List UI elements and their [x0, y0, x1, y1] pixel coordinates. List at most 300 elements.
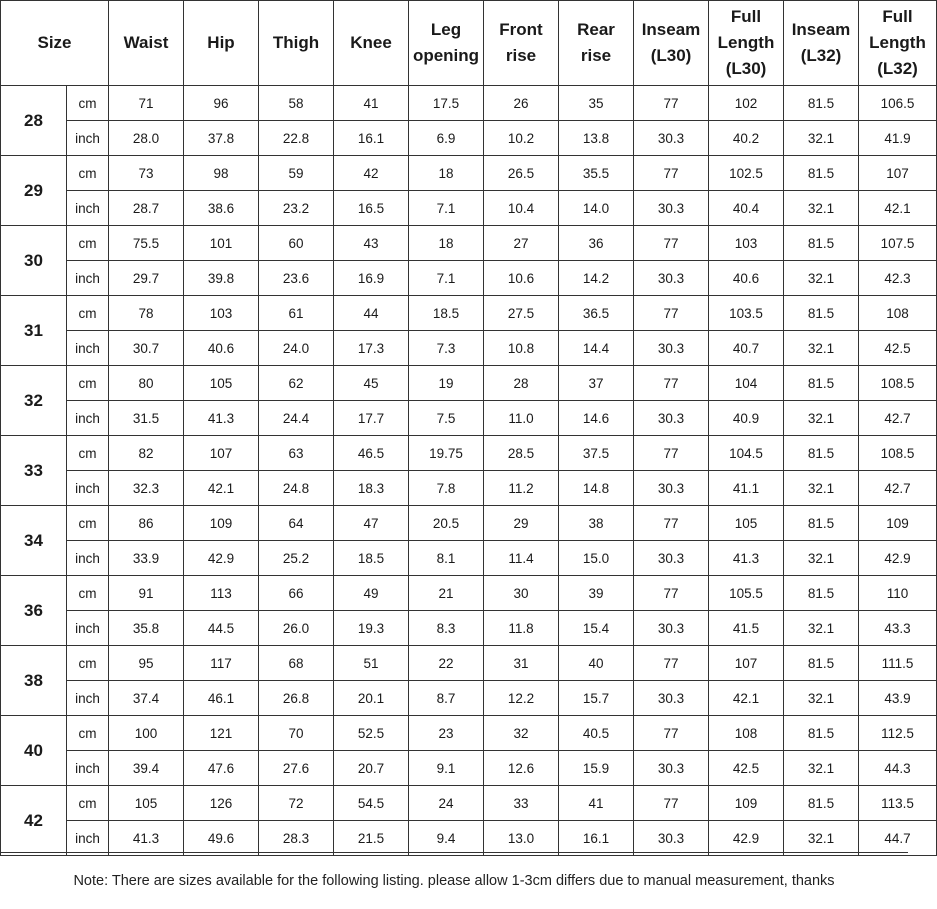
- column-header: [184, 1, 259, 86]
- measurement-cell: 95: [109, 646, 184, 681]
- measurement-cell: 30.3: [634, 121, 709, 156]
- measurement-cell: 62: [259, 366, 334, 401]
- measurement-cell: 77: [634, 226, 709, 261]
- measurement-cell: 29.7: [109, 261, 184, 296]
- measurement-cell: 77: [634, 506, 709, 541]
- measurement-cell: 59: [259, 156, 334, 191]
- table-row: [1, 191, 937, 226]
- unit-cell: inch: [67, 331, 109, 366]
- size-cell: 40: [1, 716, 67, 786]
- measurement-cell: 81.5: [784, 86, 859, 121]
- measurement-cell: 42.7: [859, 471, 937, 506]
- table-row: [1, 646, 937, 681]
- measurement-cell: 32.1: [784, 681, 859, 716]
- column-header: [409, 1, 484, 86]
- table-row: [1, 401, 937, 436]
- measurement-cell: 104.5: [709, 436, 784, 471]
- measurement-cell: 9.1: [409, 751, 484, 786]
- measurement-cell: 37.5: [559, 436, 634, 471]
- measurement-cell: 126: [184, 786, 259, 821]
- measurement-cell: 109: [184, 506, 259, 541]
- unit-cell: cm: [67, 506, 109, 541]
- measurement-cell: 32.1: [784, 191, 859, 226]
- measurement-cell: 81.5: [784, 156, 859, 191]
- measurement-cell: 32: [484, 716, 559, 751]
- measurement-cell: 108.5: [859, 366, 937, 401]
- measurement-cell: 45: [334, 366, 409, 401]
- measurement-cell: 33: [484, 786, 559, 821]
- unit-cell: inch: [67, 611, 109, 646]
- measurement-cell: 81.5: [784, 436, 859, 471]
- size-cell: 29: [1, 156, 67, 226]
- measurement-cell: 8.7: [409, 681, 484, 716]
- measurement-cell: 104: [709, 366, 784, 401]
- unit-cell: cm: [67, 296, 109, 331]
- size-cell: 31: [1, 296, 67, 366]
- table-row: [1, 751, 937, 786]
- measurement-cell: 44: [334, 296, 409, 331]
- column-header-line: (L32): [877, 59, 918, 78]
- unit-cell: inch: [67, 821, 109, 856]
- measurement-cell: 20.5: [409, 506, 484, 541]
- measurement-cell: 12.6: [484, 751, 559, 786]
- unit-cell: inch: [67, 751, 109, 786]
- unit-cell: inch: [67, 401, 109, 436]
- unit-cell: cm: [67, 156, 109, 191]
- measurement-cell: 91: [109, 576, 184, 611]
- measurement-cell: 32.1: [784, 821, 859, 856]
- measurement-cell: 16.1: [559, 821, 634, 856]
- measurement-cell: 10.4: [484, 191, 559, 226]
- measurement-cell: 14.6: [559, 401, 634, 436]
- measurement-cell: 47.6: [184, 751, 259, 786]
- measurement-cell: 32.1: [784, 471, 859, 506]
- measurement-cell: 66: [259, 576, 334, 611]
- measurement-cell: 39.8: [184, 261, 259, 296]
- measurement-cell: 9.4: [409, 821, 484, 856]
- measurement-cell: 6.9: [409, 121, 484, 156]
- measurement-cell: 42.9: [859, 541, 937, 576]
- measurement-cell: 19.75: [409, 436, 484, 471]
- measurement-cell: 18.3: [334, 471, 409, 506]
- table-row: [1, 611, 937, 646]
- measurement-cell: 113: [184, 576, 259, 611]
- measurement-cell: 77: [634, 646, 709, 681]
- table-body: [1, 86, 937, 856]
- column-header-line: Rear: [577, 20, 615, 39]
- unit-cell: inch: [67, 541, 109, 576]
- column-header-line: Thigh: [272, 33, 320, 52]
- measurement-cell: 41.1: [709, 471, 784, 506]
- measurement-cell: 40: [559, 646, 634, 681]
- measurement-cell: 82: [109, 436, 184, 471]
- measurement-cell: 28: [484, 366, 559, 401]
- measurement-cell: 44.5: [184, 611, 259, 646]
- measurement-cell: 28.3: [259, 821, 334, 856]
- measurement-cell: 110: [859, 576, 937, 611]
- measurement-cell: 108: [859, 296, 937, 331]
- column-header: [634, 1, 709, 86]
- column-header-line: Inseam: [641, 20, 701, 39]
- table-row: [1, 121, 937, 156]
- column-header-line: Inseam: [791, 20, 851, 39]
- measurement-cell: 109: [709, 786, 784, 821]
- size-cell: 36: [1, 576, 67, 646]
- measurement-cell: 107: [184, 436, 259, 471]
- measurement-cell: 16.1: [334, 121, 409, 156]
- measurement-cell: 42.5: [709, 751, 784, 786]
- column-header-line: Hip: [207, 33, 235, 52]
- measurement-cell: 39: [559, 576, 634, 611]
- measurement-cell: 28.7: [109, 191, 184, 226]
- measurement-cell: 24.8: [259, 471, 334, 506]
- column-header: [784, 1, 859, 86]
- measurement-cell: 43.9: [859, 681, 937, 716]
- measurement-cell: 100: [109, 716, 184, 751]
- measurement-cell: 106.5: [859, 86, 937, 121]
- header-row: [1, 1, 937, 86]
- measurement-cell: 111.5: [859, 646, 937, 681]
- measurement-cell: 22: [409, 646, 484, 681]
- measurement-cell: 46.5: [334, 436, 409, 471]
- measurement-cell: 109: [859, 506, 937, 541]
- size-cell: 32: [1, 366, 67, 436]
- measurement-cell: 42.9: [709, 821, 784, 856]
- measurement-cell: 32.1: [784, 541, 859, 576]
- measurement-cell: 105: [184, 366, 259, 401]
- measurement-cell: 32.1: [784, 751, 859, 786]
- measurement-cell: 19: [409, 366, 484, 401]
- measurement-cell: 86: [109, 506, 184, 541]
- measurement-cell: 25.2: [259, 541, 334, 576]
- measurement-cell: 42.7: [859, 401, 937, 436]
- measurement-cell: 36.5: [559, 296, 634, 331]
- measurement-cell: 72: [259, 786, 334, 821]
- column-header-line: opening: [412, 46, 480, 65]
- measurement-cell: 8.1: [409, 541, 484, 576]
- size-cell: 33: [1, 436, 67, 506]
- measurement-cell: 8.3: [409, 611, 484, 646]
- measurement-cell: 23.6: [259, 261, 334, 296]
- column-header: [1, 1, 109, 86]
- table-row: [1, 471, 937, 506]
- measurement-cell: 7.1: [409, 261, 484, 296]
- measurement-cell: 42.1: [709, 681, 784, 716]
- measurement-cell: 11.8: [484, 611, 559, 646]
- measurement-cell: 98: [184, 156, 259, 191]
- size-cell: 28: [1, 86, 67, 156]
- unit-cell: cm: [67, 716, 109, 751]
- measurement-cell: 51: [334, 646, 409, 681]
- size-cell: 42: [1, 786, 67, 856]
- unit-cell: cm: [67, 576, 109, 611]
- column-header-line: Length: [869, 33, 926, 52]
- measurement-cell: 40.6: [709, 261, 784, 296]
- table-row: [1, 821, 937, 856]
- measurement-cell: 108.5: [859, 436, 937, 471]
- measurement-cell: 44.7: [859, 821, 937, 856]
- measurement-cell: 41.9: [859, 121, 937, 156]
- column-header-line: Full: [730, 7, 762, 26]
- measurement-cell: 20.7: [334, 751, 409, 786]
- column-header: [484, 1, 559, 86]
- measurement-cell: 14.8: [559, 471, 634, 506]
- unit-cell: inch: [67, 191, 109, 226]
- measurement-cell: 81.5: [784, 506, 859, 541]
- measurement-cell: 81.5: [784, 576, 859, 611]
- measurement-cell: 47: [334, 506, 409, 541]
- measurement-cell: 42.3: [859, 261, 937, 296]
- measurement-cell: 49: [334, 576, 409, 611]
- column-header-line: (L30): [725, 59, 767, 78]
- column-header-line: Front: [499, 20, 543, 39]
- table-row: [1, 261, 937, 296]
- measurement-cell: 41.3: [709, 541, 784, 576]
- table-row: [1, 681, 937, 716]
- measurement-cell: 14.4: [559, 331, 634, 366]
- table-row: [1, 436, 937, 471]
- column-header: [859, 1, 937, 86]
- measurement-cell: 70: [259, 716, 334, 751]
- measurement-cell: 78: [109, 296, 184, 331]
- column-header: [334, 1, 409, 86]
- measurement-cell: 32.3: [109, 471, 184, 506]
- measurement-cell: 30.3: [634, 191, 709, 226]
- measurement-note: Note: There are sizes available for the following listing. please allow 1-3cm differs due to manual measurement, thanks: [0, 852, 908, 908]
- measurement-cell: 52.5: [334, 716, 409, 751]
- measurement-cell: 43: [334, 226, 409, 261]
- measurement-cell: 7.1: [409, 191, 484, 226]
- measurement-cell: 20.1: [334, 681, 409, 716]
- measurement-cell: 11.2: [484, 471, 559, 506]
- measurement-cell: 105.5: [709, 576, 784, 611]
- measurement-cell: 42.1: [859, 191, 937, 226]
- measurement-cell: 49.6: [184, 821, 259, 856]
- measurement-cell: 38.6: [184, 191, 259, 226]
- measurement-cell: 77: [634, 86, 709, 121]
- measurement-cell: 77: [634, 786, 709, 821]
- measurement-cell: 77: [634, 576, 709, 611]
- unit-cell: cm: [67, 436, 109, 471]
- unit-cell: inch: [67, 121, 109, 156]
- measurement-cell: 28.5: [484, 436, 559, 471]
- measurement-cell: 81.5: [784, 226, 859, 261]
- measurement-cell: 64: [259, 506, 334, 541]
- measurement-cell: 41.5: [709, 611, 784, 646]
- measurement-cell: 103: [709, 226, 784, 261]
- measurement-cell: 18.5: [334, 541, 409, 576]
- unit-cell: cm: [67, 786, 109, 821]
- measurement-cell: 37: [559, 366, 634, 401]
- measurement-cell: 30.3: [634, 261, 709, 296]
- column-header-line: (L30): [650, 46, 692, 65]
- measurement-cell: 46.1: [184, 681, 259, 716]
- measurement-cell: 77: [634, 296, 709, 331]
- measurement-cell: 15.7: [559, 681, 634, 716]
- measurement-cell: 15.9: [559, 751, 634, 786]
- measurement-cell: 40.2: [709, 121, 784, 156]
- unit-cell: cm: [67, 226, 109, 261]
- measurement-cell: 102: [709, 86, 784, 121]
- column-header-line: Knee: [350, 33, 392, 52]
- measurement-cell: 15.0: [559, 541, 634, 576]
- measurement-cell: 17.5: [409, 86, 484, 121]
- measurement-cell: 35: [559, 86, 634, 121]
- measurement-cell: 36: [559, 226, 634, 261]
- measurement-cell: 11.0: [484, 401, 559, 436]
- measurement-cell: 60: [259, 226, 334, 261]
- measurement-cell: 107: [859, 156, 937, 191]
- measurement-cell: 40.4: [709, 191, 784, 226]
- measurement-cell: 73: [109, 156, 184, 191]
- measurement-cell: 103.5: [709, 296, 784, 331]
- measurement-cell: 26.8: [259, 681, 334, 716]
- measurement-cell: 81.5: [784, 716, 859, 751]
- measurement-cell: 32.1: [784, 611, 859, 646]
- size-cell: 34: [1, 506, 67, 576]
- measurement-cell: 18: [409, 226, 484, 261]
- table-row: [1, 296, 937, 331]
- measurement-cell: 37.4: [109, 681, 184, 716]
- column-header-line: (L32): [800, 46, 842, 65]
- unit-cell: inch: [67, 681, 109, 716]
- measurement-cell: 41.3: [184, 401, 259, 436]
- measurement-cell: 39.4: [109, 751, 184, 786]
- measurement-cell: 26: [484, 86, 559, 121]
- measurement-cell: 7.3: [409, 331, 484, 366]
- measurement-cell: 40.6: [184, 331, 259, 366]
- measurement-cell: 81.5: [784, 366, 859, 401]
- measurement-cell: 27.6: [259, 751, 334, 786]
- measurement-cell: 32.1: [784, 261, 859, 296]
- measurement-cell: 24.0: [259, 331, 334, 366]
- measurement-cell: 15.4: [559, 611, 634, 646]
- measurement-cell: 27: [484, 226, 559, 261]
- measurement-cell: 30.7: [109, 331, 184, 366]
- size-cell: 38: [1, 646, 67, 716]
- measurement-cell: 30.3: [634, 681, 709, 716]
- column-header-line: Size: [37, 33, 72, 52]
- measurement-cell: 17.7: [334, 401, 409, 436]
- measurement-cell: 31: [484, 646, 559, 681]
- table-row: [1, 156, 937, 191]
- column-header: [259, 1, 334, 86]
- measurement-cell: 16.9: [334, 261, 409, 296]
- measurement-cell: 107: [709, 646, 784, 681]
- table-row: [1, 786, 937, 821]
- measurement-cell: 24: [409, 786, 484, 821]
- measurement-cell: 105: [709, 506, 784, 541]
- measurement-cell: 40.7: [709, 331, 784, 366]
- measurement-cell: 23: [409, 716, 484, 751]
- measurement-cell: 17.3: [334, 331, 409, 366]
- measurement-cell: 32.1: [784, 121, 859, 156]
- measurement-cell: 29: [484, 506, 559, 541]
- measurement-cell: 121: [184, 716, 259, 751]
- measurement-cell: 21: [409, 576, 484, 611]
- measurement-cell: 31.5: [109, 401, 184, 436]
- measurement-cell: 14.0: [559, 191, 634, 226]
- column-header-line: rise: [505, 46, 537, 65]
- column-header-line: Waist: [123, 33, 169, 52]
- measurement-cell: 22.8: [259, 121, 334, 156]
- measurement-cell: 10.6: [484, 261, 559, 296]
- table-row: [1, 576, 937, 611]
- measurement-cell: 112.5: [859, 716, 937, 751]
- measurement-cell: 43.3: [859, 611, 937, 646]
- table-row: [1, 331, 937, 366]
- table-header: [1, 1, 937, 86]
- measurement-cell: 27.5: [484, 296, 559, 331]
- measurement-cell: 41.3: [109, 821, 184, 856]
- unit-cell: inch: [67, 261, 109, 296]
- measurement-cell: 44.3: [859, 751, 937, 786]
- measurement-cell: 42.1: [184, 471, 259, 506]
- column-header-line: rise: [580, 46, 612, 65]
- measurement-cell: 7.5: [409, 401, 484, 436]
- column-header-line: Full: [882, 7, 913, 26]
- size-cell: 30: [1, 226, 67, 296]
- measurement-cell: 107.5: [859, 226, 937, 261]
- column-header: [559, 1, 634, 86]
- measurement-cell: 13.8: [559, 121, 634, 156]
- table-row: [1, 86, 937, 121]
- measurement-cell: 81.5: [784, 296, 859, 331]
- measurement-cell: 81.5: [784, 646, 859, 681]
- table-row: [1, 716, 937, 751]
- measurement-cell: 117: [184, 646, 259, 681]
- measurement-cell: 61: [259, 296, 334, 331]
- measurement-cell: 14.2: [559, 261, 634, 296]
- measurement-cell: 30.3: [634, 821, 709, 856]
- measurement-cell: 96: [184, 86, 259, 121]
- measurement-cell: 68: [259, 646, 334, 681]
- measurement-cell: 33.9: [109, 541, 184, 576]
- column-header-line: Length: [717, 33, 775, 52]
- measurement-cell: 32.1: [784, 401, 859, 436]
- measurement-cell: 71: [109, 86, 184, 121]
- measurement-cell: 30.3: [634, 751, 709, 786]
- measurement-cell: 54.5: [334, 786, 409, 821]
- measurement-cell: 101: [184, 226, 259, 261]
- measurement-cell: 30: [484, 576, 559, 611]
- measurement-cell: 75.5: [109, 226, 184, 261]
- table-row: [1, 541, 937, 576]
- unit-cell: inch: [67, 471, 109, 506]
- measurement-cell: 41: [334, 86, 409, 121]
- table-row: [1, 366, 937, 401]
- measurement-cell: 58: [259, 86, 334, 121]
- unit-cell: cm: [67, 646, 109, 681]
- measurement-cell: 11.4: [484, 541, 559, 576]
- measurement-cell: 80: [109, 366, 184, 401]
- measurement-cell: 24.4: [259, 401, 334, 436]
- measurement-cell: 23.2: [259, 191, 334, 226]
- measurement-cell: 35.5: [559, 156, 634, 191]
- column-header: [709, 1, 784, 86]
- measurement-cell: 32.1: [784, 331, 859, 366]
- measurement-cell: 77: [634, 366, 709, 401]
- measurement-cell: 77: [634, 436, 709, 471]
- unit-cell: cm: [67, 86, 109, 121]
- measurement-cell: 103: [184, 296, 259, 331]
- measurement-cell: 77: [634, 156, 709, 191]
- measurement-cell: 10.8: [484, 331, 559, 366]
- table-row: [1, 506, 937, 541]
- measurement-cell: 81.5: [784, 786, 859, 821]
- measurement-cell: 28.0: [109, 121, 184, 156]
- measurement-cell: 30.3: [634, 331, 709, 366]
